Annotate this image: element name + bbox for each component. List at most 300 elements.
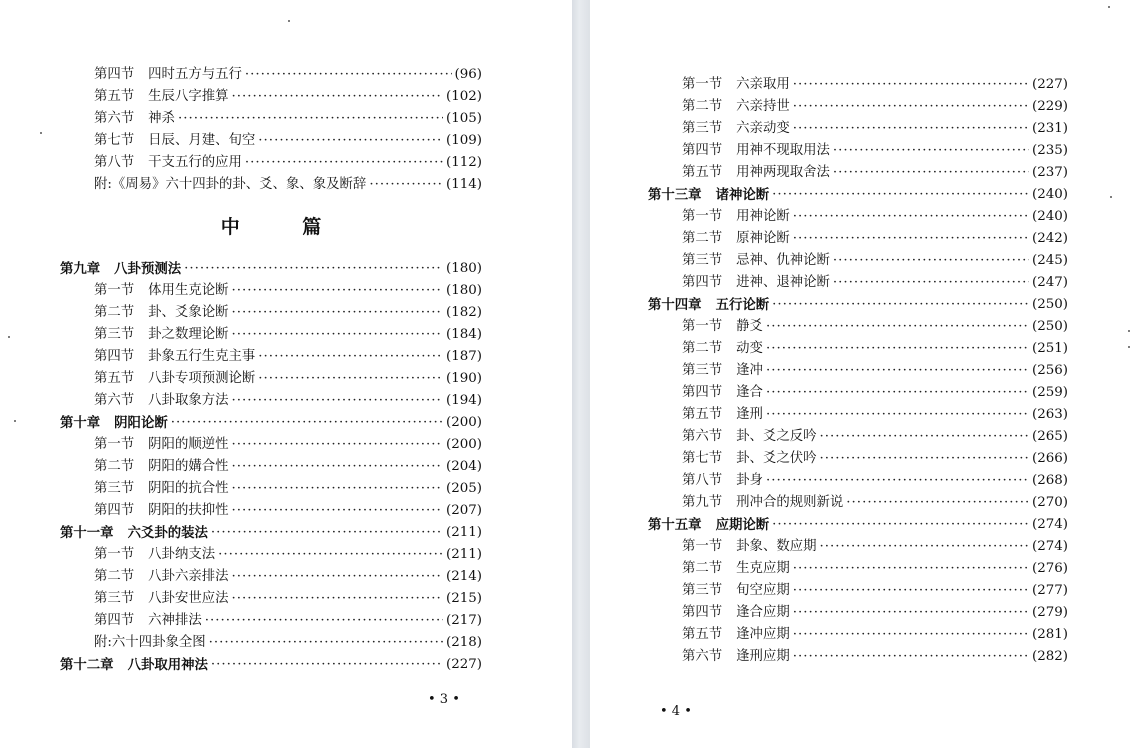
toc-chapter-entry <box>60 522 482 544</box>
toc-entry-title: 卦、爻之伏吟 <box>736 451 817 466</box>
toc-page-number: (237) <box>1031 165 1068 180</box>
toc-page-number: (277) <box>1031 583 1068 598</box>
toc-section-entry <box>60 108 482 130</box>
toc-page-number: (211) <box>445 547 482 562</box>
toc-page-number: (276) <box>1031 561 1068 576</box>
toc-entry-number: 第二节 <box>682 231 723 246</box>
toc-section-entry <box>648 646 1068 668</box>
toc-leader-dots <box>258 368 443 390</box>
toc-entry-title: 六亲动变 <box>736 121 790 136</box>
toc-entry-label <box>682 624 790 646</box>
toc-section-entry <box>648 404 1068 426</box>
toc-chapter-entry <box>648 514 1068 536</box>
page-gutter <box>572 0 590 748</box>
toc-page-number: (266) <box>1031 451 1068 466</box>
toc-leader-dots <box>258 346 443 368</box>
toc-entry-number: 第四节 <box>682 385 723 400</box>
toc-leader-dots <box>766 382 1029 404</box>
toc-page-number: (182) <box>445 305 482 320</box>
toc-entry-label <box>682 448 817 470</box>
toc-leader-dots <box>772 294 1029 316</box>
toc-entry-title: 逢合应期 <box>736 605 790 620</box>
toc-entry-label <box>94 588 229 610</box>
toc-entry-number: 第六节 <box>94 393 135 408</box>
toc-leader-dots <box>766 470 1029 492</box>
toc-entry-label <box>682 426 817 448</box>
toc-section-entry <box>60 610 482 632</box>
toc-chapter-entry <box>60 654 482 676</box>
toc-entry-number: 第四节 <box>682 143 723 158</box>
toc-entry-label <box>94 456 229 478</box>
toc-page-number: (265) <box>1031 429 1068 444</box>
toc-chapter-entry <box>60 412 482 434</box>
toc-entry-number: 第二节 <box>682 561 723 576</box>
toc-entry-title: 八卦六亲排法 <box>148 569 229 584</box>
toc-entry-number: 附: <box>94 635 112 650</box>
toc-page-number: (240) <box>1031 187 1068 202</box>
toc-page-number: (247) <box>1031 275 1068 290</box>
toc-leader-dots <box>793 96 1029 118</box>
toc-entry-title: 干支五行的应用 <box>148 155 242 170</box>
toc-section-entry <box>60 434 482 456</box>
scan-speck <box>14 420 16 422</box>
toc-page-number: (242) <box>1031 231 1068 246</box>
toc-entry-title: 五行论断 <box>715 297 770 313</box>
right-page <box>590 0 1133 748</box>
toc-entry-label <box>60 654 208 676</box>
toc-entry-number: 第五节 <box>682 165 723 180</box>
toc-leader-dots <box>232 280 443 302</box>
toc-entry-number: 第三节 <box>682 121 723 136</box>
toc-page-number: (180) <box>445 283 482 298</box>
toc-entry-number: 第九节 <box>682 495 723 510</box>
toc-entry-label <box>94 390 229 412</box>
toc-entry-label <box>94 302 229 324</box>
toc-leader-dots <box>232 588 443 610</box>
toc-page-number: (200) <box>445 415 482 430</box>
toc-leader-dots <box>211 654 443 676</box>
toc-section-entry <box>648 558 1068 580</box>
toc-entry-title: 卦身 <box>736 473 763 488</box>
toc-entry-title: 逢冲应期 <box>736 627 790 642</box>
toc-entry-number: 第五节 <box>682 407 723 422</box>
page-number-left: • 3 • <box>428 692 460 707</box>
toc-section-entry <box>648 118 1068 140</box>
toc-section-entry <box>60 174 482 196</box>
toc-entry-label <box>682 162 830 184</box>
toc-chapter-entry <box>60 258 482 280</box>
toc-entry-number: 第四节 <box>94 67 135 82</box>
toc-page-number: (240) <box>1031 209 1068 224</box>
toc-section-entry <box>648 360 1068 382</box>
toc-leader-dots <box>820 426 1029 448</box>
toc-entry-number: 第三节 <box>682 363 723 378</box>
toc-entry-label <box>94 346 255 368</box>
toc-section-entry <box>60 152 482 174</box>
toc-section-entry <box>60 390 482 412</box>
toc-page-number: (105) <box>445 111 482 126</box>
toc-entry-number: 第五节 <box>682 627 723 642</box>
toc-leader-dots <box>766 316 1029 338</box>
toc-section-entry <box>648 448 1068 470</box>
scan-speck <box>1128 330 1130 332</box>
toc-entry-label <box>682 118 790 140</box>
toc-entry-title: 日辰、月建、旬空 <box>148 133 256 148</box>
toc-section-entry <box>648 316 1068 338</box>
toc-entry-label <box>682 74 790 96</box>
toc-entry-title: 六神排法 <box>148 613 202 628</box>
toc-entry-title: 用神论断 <box>736 209 790 224</box>
toc-entry-label <box>682 382 763 404</box>
toc-section-entry <box>60 478 482 500</box>
toc-leader-dots <box>793 206 1029 228</box>
toc-leader-dots <box>211 522 443 544</box>
toc-entry-label <box>94 130 255 152</box>
toc-section-entry <box>60 500 482 522</box>
toc-page-number: (282) <box>1031 649 1068 664</box>
toc-page-number: (217) <box>445 613 482 628</box>
toc-section-entry <box>60 346 482 368</box>
toc-entry-number: 第三节 <box>682 253 723 268</box>
scan-speck <box>1128 346 1130 348</box>
toc-page-number: (263) <box>1031 407 1068 422</box>
toc-leader-dots <box>171 412 443 434</box>
toc-entry-title: 六亲取用 <box>736 77 790 92</box>
toc-leader-dots <box>793 558 1029 580</box>
toc-leader-dots <box>793 580 1029 602</box>
toc-page-number: (114) <box>445 177 482 192</box>
toc-entry-title: 阴阳的顺逆性 <box>148 437 229 452</box>
toc-entry-title: 应期论断 <box>715 517 770 533</box>
toc-entry-title: 阴阳论断 <box>114 415 168 431</box>
toc-entry-title: 逢刑应期 <box>736 649 790 664</box>
toc-entry-label <box>94 324 229 346</box>
toc-page-number: (231) <box>1031 121 1068 136</box>
toc-leader-dots <box>232 456 443 478</box>
toc-section-entry <box>648 338 1068 360</box>
toc-page-number: (190) <box>445 371 482 386</box>
toc-entry-label <box>682 140 830 162</box>
toc-page-number: (180) <box>445 261 482 276</box>
toc-page-number: (194) <box>445 393 482 408</box>
toc-page-number: (229) <box>1031 99 1068 114</box>
toc-section-entry <box>60 86 482 108</box>
part-heading: 中 篇 <box>220 216 350 238</box>
toc-entry-label <box>60 412 168 434</box>
toc-entry-title: 逢冲 <box>736 363 763 378</box>
toc-entry-title: 八卦预测法 <box>114 261 182 277</box>
toc-page-number: (227) <box>445 657 482 672</box>
toc-section-entry <box>60 544 482 566</box>
toc-entry-label <box>94 478 229 500</box>
toc-entry-number: 第一节 <box>682 539 723 554</box>
toc-section-entry <box>648 162 1068 184</box>
toc-leader-dots <box>232 478 443 500</box>
scan-speck <box>288 20 290 22</box>
toc-page-number: (268) <box>1031 473 1068 488</box>
toc-section-entry <box>60 456 482 478</box>
toc-entry-title: 阴阳的抗合性 <box>148 481 229 496</box>
toc-entry-number: 第四节 <box>94 349 135 364</box>
toc-page-number: (215) <box>445 591 482 606</box>
toc-entry-number: 第十五章 <box>648 517 702 533</box>
toc-entry-title: 阴阳的扶抑性 <box>148 503 229 518</box>
toc-page-number: (187) <box>445 349 482 364</box>
toc-section-entry <box>648 624 1068 646</box>
toc-entry-number: 附: <box>94 177 112 192</box>
toc-page-number: (270) <box>1031 495 1068 510</box>
toc-leader-dots <box>766 404 1029 426</box>
toc-entry-title: 逢刑 <box>736 407 763 422</box>
toc-entry-number: 第十章 <box>60 415 101 431</box>
toc-entry-title: 卦象五行生克主事 <box>148 349 256 364</box>
toc-page-number: (200) <box>445 437 482 452</box>
toc-section-entry <box>648 140 1068 162</box>
toc-section-entry <box>648 74 1068 96</box>
toc-leader-dots <box>793 228 1029 250</box>
toc-entry-number: 第一节 <box>94 547 135 562</box>
toc-leader-dots <box>846 492 1029 514</box>
toc-page-number: (227) <box>1031 77 1068 92</box>
toc-entry-number: 第二节 <box>94 459 135 474</box>
toc-entry-number: 第十二章 <box>60 657 114 673</box>
toc-page-number: (102) <box>445 89 482 104</box>
toc-entry-label <box>682 536 817 558</box>
toc-entry-label <box>60 522 208 544</box>
toc-section-entry <box>60 324 482 346</box>
toc-section-entry <box>648 250 1068 272</box>
toc-entry-number: 第八节 <box>682 473 723 488</box>
toc-leader-dots <box>820 536 1029 558</box>
toc-page-number: (235) <box>1031 143 1068 158</box>
right-entries <box>648 74 1068 668</box>
toc-entry-label <box>682 580 790 602</box>
toc-entry-label <box>94 64 242 86</box>
toc-entry-number: 第三节 <box>94 591 135 606</box>
toc-entry-label <box>648 294 769 316</box>
toc-section-entry <box>60 280 482 302</box>
toc-entry-label <box>682 360 763 382</box>
toc-page-number: (259) <box>1031 385 1068 400</box>
toc-leader-dots <box>820 448 1029 470</box>
toc-leader-dots <box>232 500 443 522</box>
toc-section-entry <box>60 302 482 324</box>
left-main-entries <box>60 258 482 676</box>
toc-section-entry <box>60 632 482 654</box>
toc-entry-number: 第十三章 <box>648 187 702 203</box>
toc-entry-label <box>682 228 790 250</box>
toc-entry-number: 第五节 <box>94 89 135 104</box>
toc-entry-title: 八卦取用神法 <box>127 657 208 673</box>
toc-entry-number: 第四节 <box>94 613 135 628</box>
toc-entry-label <box>94 280 229 302</box>
toc-page-number: (205) <box>445 481 482 496</box>
toc-page-number: (274) <box>1031 539 1068 554</box>
toc-entry-number: 第六节 <box>682 649 723 664</box>
toc-page-number: (112) <box>445 155 482 170</box>
toc-leader-dots <box>833 140 1029 162</box>
toc-leader-dots <box>772 184 1029 206</box>
toc-entry-title: 动变 <box>736 341 763 356</box>
toc-entry-title: 阴阳的媾合性 <box>148 459 229 474</box>
toc-entry-title: 原神论断 <box>736 231 790 246</box>
toc-entry-title: 旬空应期 <box>736 583 790 598</box>
toc-entry-number: 第一节 <box>682 77 723 92</box>
toc-entry-label <box>94 632 206 654</box>
toc-leader-dots <box>218 544 443 566</box>
toc-entry-title: 生克应期 <box>736 561 790 576</box>
toc-entry-label <box>94 108 175 130</box>
toc-entry-title: 八卦专项预测论断 <box>148 371 256 386</box>
toc-entry-label <box>682 404 763 426</box>
toc-entry-title: 生辰八字推算 <box>148 89 229 104</box>
toc-section-entry <box>60 64 482 86</box>
toc-entry-number: 第三节 <box>94 481 135 496</box>
right-toc <box>648 74 1068 668</box>
toc-entry-number: 第四节 <box>94 503 135 518</box>
toc-entry-title: 用神两现取舍法 <box>736 165 830 180</box>
scan-speck <box>1108 6 1110 8</box>
toc-entry-title: 卦、爻之反吟 <box>736 429 817 444</box>
toc-entry-title: 卦、爻象论断 <box>148 305 229 320</box>
toc-leader-dots <box>232 434 443 456</box>
toc-entry-number: 第三节 <box>682 583 723 598</box>
toc-entry-title: 体用生克论断 <box>148 283 229 298</box>
toc-entry-title: 逢合 <box>736 385 763 400</box>
toc-entry-number: 第二节 <box>682 341 723 356</box>
toc-leader-dots <box>178 108 443 130</box>
toc-page-number: (256) <box>1031 363 1068 378</box>
toc-page-number: (96) <box>454 67 482 82</box>
toc-entry-title: 八卦纳支法 <box>148 547 216 562</box>
toc-leader-dots <box>232 390 443 412</box>
toc-entry-title: 诸神论断 <box>715 187 770 203</box>
toc-leader-dots <box>833 272 1029 294</box>
toc-entry-label <box>682 558 790 580</box>
toc-entry-label <box>682 338 763 360</box>
toc-leader-dots <box>772 514 1029 536</box>
toc-entry-label <box>94 566 229 588</box>
toc-entry-label <box>94 174 366 196</box>
toc-entry-number: 第六节 <box>94 111 135 126</box>
toc-leader-dots <box>258 130 443 152</box>
toc-page-number: (281) <box>1031 627 1068 642</box>
toc-page-number: (251) <box>1031 341 1068 356</box>
toc-leader-dots <box>245 64 452 86</box>
toc-section-entry <box>648 426 1068 448</box>
toc-leader-dots <box>245 152 443 174</box>
toc-entry-title: 四时五方与五行 <box>148 67 242 82</box>
toc-leader-dots <box>369 174 443 196</box>
toc-entry-number: 第六节 <box>682 429 723 444</box>
toc-entry-label <box>682 250 830 272</box>
page-number-right: • 4 • <box>660 704 692 719</box>
toc-page-number: (250) <box>1031 319 1068 334</box>
toc-leader-dots <box>793 602 1029 624</box>
toc-leader-dots <box>232 302 443 324</box>
toc-leader-dots <box>833 162 1029 184</box>
toc-entry-title: 卦之数理论断 <box>148 327 229 342</box>
toc-entry-number: 第二节 <box>94 305 135 320</box>
toc-entry-title: 神杀 <box>148 111 175 126</box>
toc-page-number: (211) <box>445 525 482 540</box>
toc-entry-number: 第九章 <box>60 261 101 277</box>
toc-section-entry <box>60 566 482 588</box>
toc-page-number: (109) <box>445 133 482 148</box>
toc-entry-label <box>682 272 830 294</box>
toc-entry-title: 静爻 <box>736 319 763 334</box>
toc-entry-label <box>648 184 769 206</box>
toc-entry-label <box>648 514 769 536</box>
toc-entry-number: 第四节 <box>682 275 723 290</box>
toc-entry-number: 第一节 <box>682 209 723 224</box>
toc-leader-dots <box>766 338 1029 360</box>
scan-speck <box>1110 196 1112 198</box>
toc-section-entry <box>648 206 1068 228</box>
toc-leader-dots <box>793 646 1029 668</box>
toc-entry-number: 第二节 <box>682 99 723 114</box>
toc-section-entry <box>60 130 482 152</box>
toc-entry-title: 《周易》六十四卦的卦、爻、象、象及断辞 <box>111 177 367 192</box>
left-top-entries <box>60 64 482 196</box>
toc-entry-number: 第一节 <box>682 319 723 334</box>
toc-entry-title: 用神不现取用法 <box>736 143 830 158</box>
scan-speck <box>8 336 10 338</box>
scan-speck <box>40 132 42 134</box>
toc-entry-label <box>682 492 843 514</box>
toc-entry-label <box>94 500 229 522</box>
toc-leader-dots <box>184 258 443 280</box>
toc-entry-number: 第五节 <box>94 371 135 386</box>
toc-leader-dots <box>793 624 1029 646</box>
toc-entry-number: 第四节 <box>682 605 723 620</box>
toc-section-entry <box>648 536 1068 558</box>
toc-entry-number: 第二节 <box>94 569 135 584</box>
toc-entry-label <box>94 152 242 174</box>
toc-page-number: (274) <box>1031 517 1068 532</box>
toc-entry-number: 第十一章 <box>60 525 114 541</box>
toc-entry-label <box>60 258 181 280</box>
toc-entry-number: 第七节 <box>682 451 723 466</box>
toc-entry-number: 第三节 <box>94 327 135 342</box>
toc-entry-title: 八卦安世应法 <box>148 591 229 606</box>
toc-page-number: (218) <box>445 635 482 650</box>
toc-entry-number: 第十四章 <box>648 297 702 313</box>
toc-entry-label <box>682 206 790 228</box>
toc-entry-label <box>682 646 790 668</box>
toc-page-number: (245) <box>1031 253 1068 268</box>
toc-section-entry <box>648 228 1068 250</box>
toc-leader-dots <box>232 86 443 108</box>
toc-leader-dots <box>766 360 1029 382</box>
toc-page-number: (279) <box>1031 605 1068 620</box>
toc-entry-title: 刑冲合的规则新说 <box>736 495 844 510</box>
toc-entry-title: 卦象、数应期 <box>736 539 817 554</box>
toc-entry-title: 忌神、仇神论断 <box>736 253 830 268</box>
toc-entry-number: 第七节 <box>94 133 135 148</box>
toc-entry-title: 八卦取象方法 <box>148 393 229 408</box>
toc-section-entry <box>648 492 1068 514</box>
toc-entry-label <box>682 470 763 492</box>
toc-leader-dots <box>232 566 443 588</box>
toc-page-number: (207) <box>445 503 482 518</box>
toc-entry-title: 六亲持世 <box>736 99 790 114</box>
toc-section-entry <box>648 382 1068 404</box>
toc-section-entry <box>648 580 1068 602</box>
toc-section-entry <box>648 470 1068 492</box>
toc-page-number: (250) <box>1031 297 1068 312</box>
toc-entry-label <box>94 610 202 632</box>
